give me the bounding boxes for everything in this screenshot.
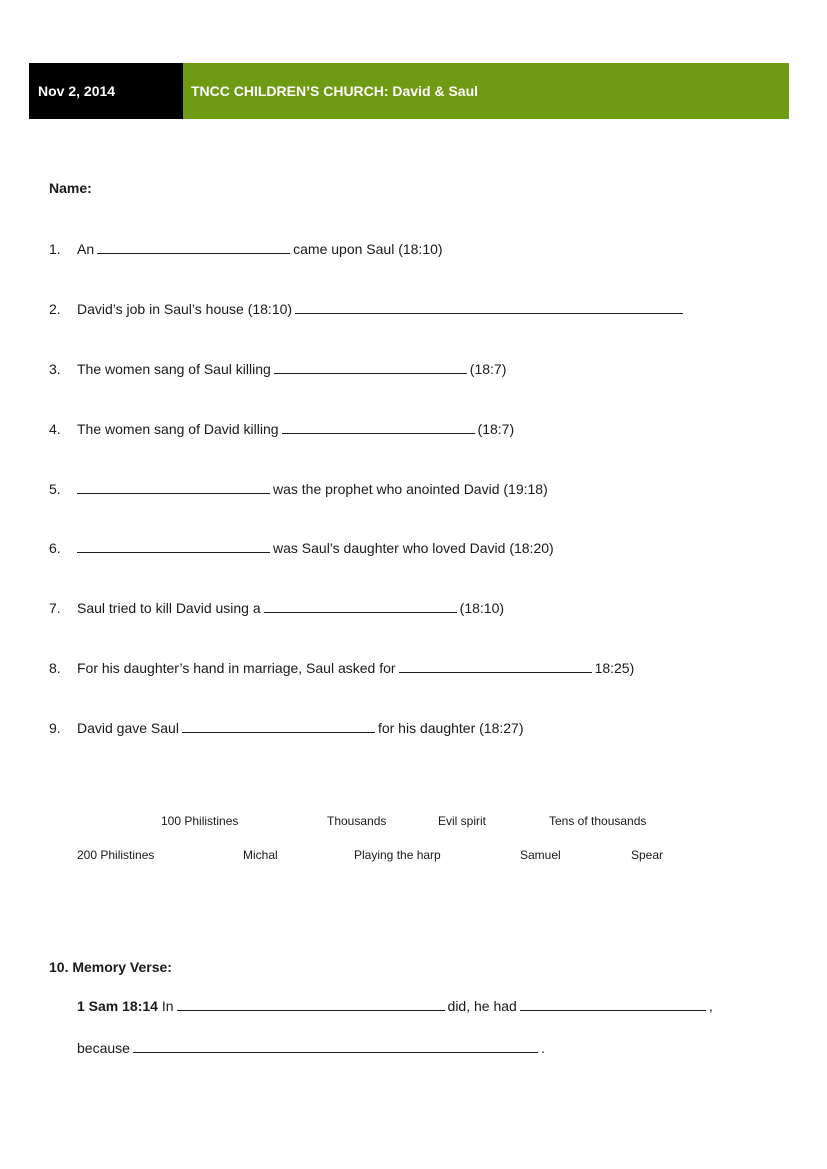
question-text: The women sang of David killing bbox=[77, 421, 279, 437]
question-text: (18:10) bbox=[459, 600, 505, 616]
question-5 bbox=[49, 481, 548, 497]
question-4 bbox=[49, 421, 514, 437]
answer-blank[interactable] bbox=[77, 481, 270, 494]
question-number: 9. bbox=[49, 720, 61, 736]
question-text: An bbox=[77, 241, 95, 257]
question-number: 4. bbox=[49, 421, 61, 437]
answer-blank[interactable] bbox=[77, 540, 270, 553]
word-bank-item: Playing the harp bbox=[354, 848, 441, 862]
memory-verse-label: 10. Memory Verse: bbox=[49, 959, 172, 975]
question-text: Saul tried to kill David using a bbox=[77, 600, 261, 616]
memory-verse-text: In bbox=[161, 998, 174, 1014]
question-7 bbox=[49, 600, 504, 616]
question-3 bbox=[49, 361, 506, 377]
word-bank-item: Michal bbox=[243, 848, 278, 862]
word-bank-item: Tens of thousands bbox=[549, 814, 647, 828]
question-8 bbox=[49, 660, 634, 676]
question-number: 3. bbox=[49, 361, 61, 377]
memory-verse-line-1 bbox=[77, 998, 713, 1014]
question-6 bbox=[49, 540, 554, 556]
word-bank-item: 200 Philistines bbox=[77, 848, 155, 862]
name-label: Name: bbox=[49, 180, 92, 196]
answer-blank[interactable] bbox=[520, 998, 706, 1011]
question-text: came upon Saul (18:10) bbox=[293, 241, 443, 257]
answer-blank[interactable] bbox=[274, 361, 467, 374]
header-title: TNCC CHILDREN’S CHURCH: David & Saul bbox=[183, 63, 789, 119]
answer-blank[interactable] bbox=[399, 660, 592, 673]
question-text: For his daughter’s hand in marriage, Saul asked for bbox=[77, 660, 396, 676]
question-number: 6. bbox=[49, 540, 61, 556]
question-text: was Saul’s daughter who loved David (18:20) bbox=[273, 540, 554, 556]
question-text: (18:7) bbox=[469, 361, 507, 377]
question-text: 18:25) bbox=[594, 660, 635, 676]
question-text: David’s job in Saul’s house (18:10) bbox=[77, 301, 293, 317]
question-text: for his daughter (18:27) bbox=[377, 720, 524, 736]
question-text: The women sang of Saul killing bbox=[77, 361, 271, 377]
memory-verse-reference: 1 Sam 18:14 bbox=[77, 998, 158, 1014]
question-text: (18:7) bbox=[477, 421, 515, 437]
word-bank-item: Samuel bbox=[520, 848, 561, 862]
question-number: 1. bbox=[49, 241, 61, 257]
question-9 bbox=[49, 720, 523, 736]
question-text: David gave Saul bbox=[77, 720, 179, 736]
answer-blank[interactable] bbox=[133, 1040, 538, 1053]
answer-blank[interactable] bbox=[295, 301, 683, 314]
answer-blank[interactable] bbox=[282, 421, 475, 434]
word-bank-item: Spear bbox=[631, 848, 664, 862]
memory-verse-text: , bbox=[708, 998, 713, 1014]
worksheet-header bbox=[29, 63, 789, 119]
question-text: was the prophet who anointed David (19:18) bbox=[273, 481, 548, 497]
question-number: 7. bbox=[49, 600, 61, 616]
header-date: Nov 2, 2014 bbox=[29, 63, 183, 119]
answer-blank[interactable] bbox=[97, 241, 290, 254]
answer-blank[interactable] bbox=[177, 998, 445, 1011]
word-bank-item: Evil spirit bbox=[438, 814, 487, 828]
answer-blank[interactable] bbox=[264, 600, 457, 613]
question-number: 5. bbox=[49, 481, 61, 497]
memory-verse-text: did, he had bbox=[447, 998, 517, 1014]
question-2 bbox=[49, 301, 686, 317]
question-number: 8. bbox=[49, 660, 61, 676]
word-bank-item: Thousands bbox=[327, 814, 387, 828]
memory-verse-line-2 bbox=[77, 1040, 545, 1056]
question-1 bbox=[49, 241, 443, 257]
question-number: 2. bbox=[49, 301, 61, 317]
memory-verse-text: . bbox=[540, 1040, 545, 1056]
word-bank-item: 100 Philistines bbox=[161, 814, 239, 828]
memory-verse-text: because bbox=[77, 1040, 130, 1056]
answer-blank[interactable] bbox=[182, 720, 375, 733]
